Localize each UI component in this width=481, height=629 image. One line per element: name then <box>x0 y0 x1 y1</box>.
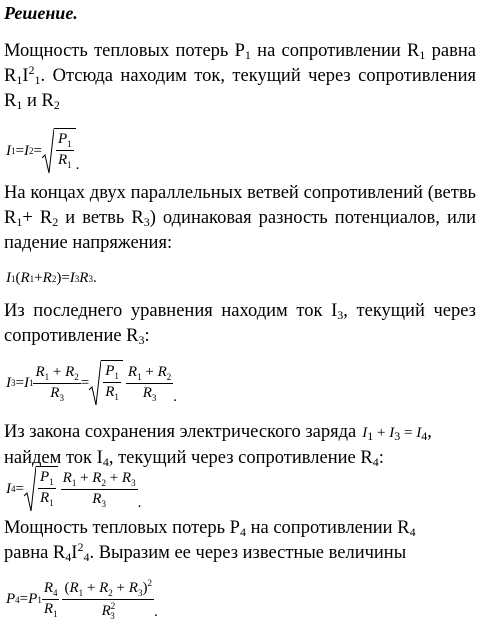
solution-heading: Решение. <box>4 3 78 23</box>
formula-current-i3: I 3 = I 1 $\frac{R_1 + R_2}{R_3}$ = $\frac{P_1}{R_1}$ $\frac{R_1 + R_2}{R_3}$ . <box>6 360 177 406</box>
square-root: $\frac{P_1}{R_1}$ <box>24 466 58 512</box>
fraction-r1r2r3-r3: $\frac{R_1 + R_2 + R_3}{R_3}$ <box>62 469 136 509</box>
paragraph-heat-loss-r4: Мощность тепловых потерь $P_4$ на сопротивлении $R_4$ равна $R_4I^2_4$. Выразим ее через известные величины <box>4 518 416 564</box>
formula-current-i4: I 4 = $\frac{P_1}{R_1}$ $\frac{R_1 + R_2 + R_3}{R_3}$ . <box>6 466 141 512</box>
fraction-sum-squared-r3-squared: $\frac{(R_1 + R_2 + R_3)^2}{R^2_3}$ <box>64 578 152 621</box>
fraction-r1r2-r3: $\frac{R_1 + R_2}{R_3}$ <box>127 363 172 403</box>
formula-current-i1-i2: I 1 = I 2 = $\frac{P_1}{R_1}$ . <box>6 128 79 174</box>
fraction-p1-r1: $\frac{P_1}{R_1}$ <box>57 131 72 170</box>
formula-voltage-equality: I 1 ( R 1 + R 2 ) = I 3 R 3 . <box>6 270 97 286</box>
paragraph-charge-conservation: Из закона сохранения электрического заряда $I_1 + I_3 = I_4$, найдем ток $I_4$, текущий через сопротивление $R_4$: <box>4 422 432 469</box>
square-root <box>42 128 76 174</box>
formula-power-p4: P 4 = P 1 $\frac{R_4}{R_1}$ $\frac{(R_1 + R_2 + R_3)^2}{R^2_3}$ . <box>6 578 158 621</box>
inline-formula-i1-i3-i4: $I_1 + I_3 = I_4$ <box>362 425 428 443</box>
fraction-r4-r1: $\frac{R_4}{R_1}$ <box>43 580 58 619</box>
paragraph-find-i3: Из последнего уравнения находим ток $I_3$, текущий через сопротивление $R_3$: <box>4 301 476 347</box>
fraction-r1r2-r3: $\frac{R_1 + R_2}{R_3}$ <box>35 363 79 403</box>
paragraph-heat-loss-r1: Мощность тепловых потерь $P_1$ на сопротивлении $R_1$ равна $R_1I^2_1$. Отсюда находим ток, текущий через сопротивления $R_1$ и $R_2$ <box>4 41 476 112</box>
paragraph-parallel-branches: На концах двух параллельных ветвей сопротивлений (ветвь $R_1+ R_2$ и ветвь $R_3$) одинаковая разность потенциалов, или падение напряжения: <box>4 183 477 253</box>
square-root: $\frac{P_1}{R_1}$ <box>89 360 123 406</box>
